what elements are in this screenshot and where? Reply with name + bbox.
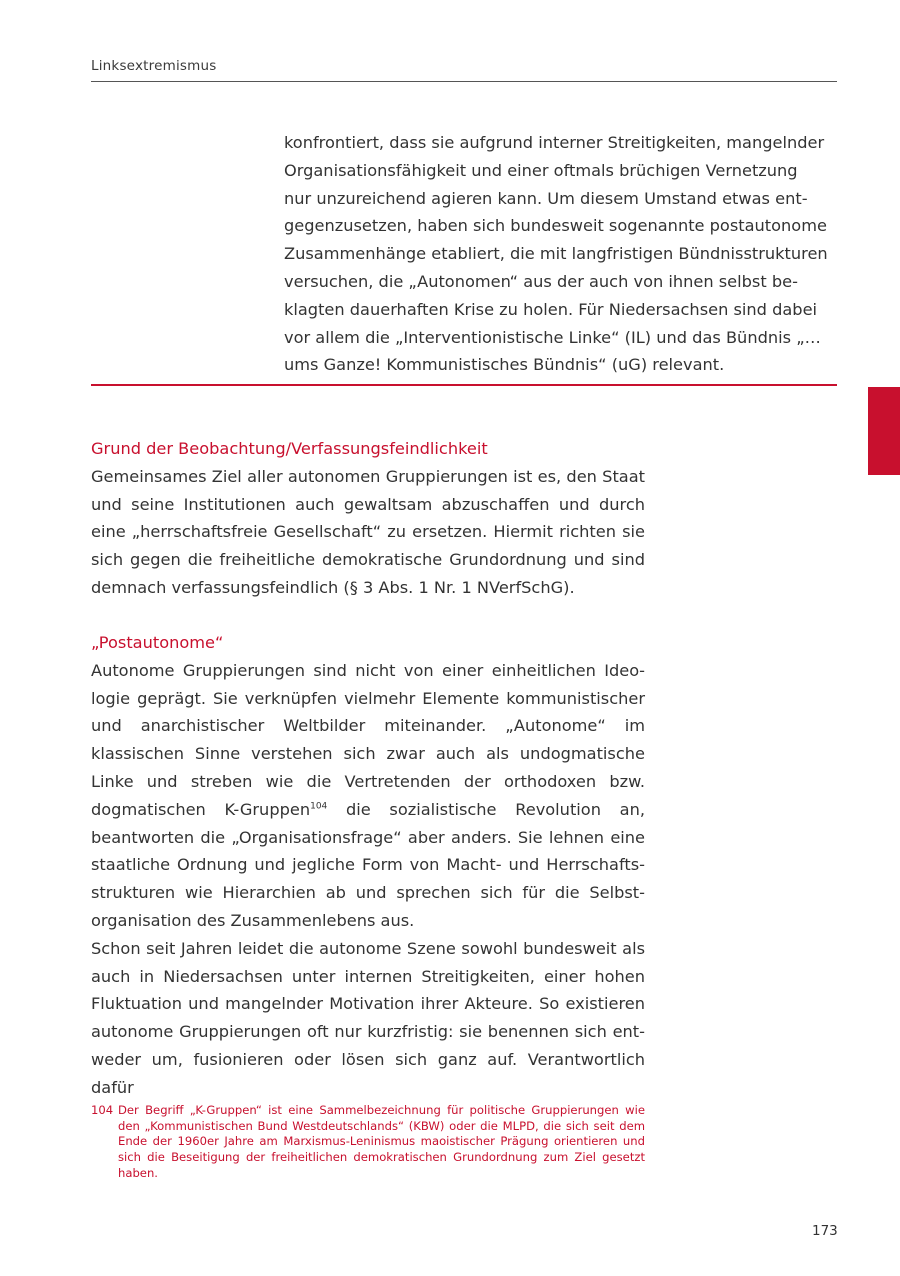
box-divider: [91, 384, 837, 386]
section-postautonome: [91, 629, 645, 1102]
box-line: Zusammenhänge etabliert, die mit langfristigen Bündnisstrukturen: [284, 244, 828, 264]
chapter-tab-marker: [868, 387, 900, 475]
box-line: Organisationsfähigkeit und einer oftmals brüchigen Vernetzung: [284, 160, 798, 180]
paragraph-text: Autonome Gruppierungen sind nicht von einer einheitlichen Ideologie geprägt. Sie verknüpfen vielmehr Elemente kommunistischer und anarchistischer Weltbilder miteinander. „Autonome“ im klassischen Sinne verstehen sich zwar auch als undogmatische Linke und streben wie die Vertretenden der orthodoxen bzw. dogmatischen K-Gruppen: [91, 660, 645, 819]
body-paragraph: Schon seit Jahren leidet die autonome Szene sowohl bundesweit als auch in Niedersachsen unter internen Streitigkeiten, einer hohen Fluktuation und mangelnder Motivation ihrer Akteure. So existieren autonome Gruppierungen oft nur kurzfristig: sie benennen sich entweder um, fusionieren oder lösen sich ganz auf. Verantwortlich dafür: [91, 938, 645, 1097]
box-line: klagten dauerhaften Krise zu holen. Für Niedersachsen sind dabei: [284, 299, 818, 319]
footnote-number: 104: [91, 1103, 114, 1117]
page-number: 173: [812, 1223, 838, 1239]
box-line: nur unzureichend agieren kann. Um diesem Umstand etwas ent-: [284, 188, 808, 208]
box-line: vor allem die „Interventionistische Linke“ (IL) und das Bündnis „…: [284, 327, 821, 347]
header-divider: [91, 81, 837, 82]
footnote-text: Der Begriff „K-Gruppen“ ist eine Sammelbezeichnung für politische Gruppierungen wie den „Kommunistischen Bund Westdeutschlands“ (KBW) oder die MLPD, die sich seit dem Ende der 1960er Jahre am Marxismus-Leninismus maoistischer Prägung orientieren und sich die Beseitigung der freiheitlichen demokratischen Grundordnung zum Ziel gesetzt haben.: [118, 1103, 645, 1180]
footnote: [91, 1103, 645, 1182]
box-line: gegenzusetzen, haben sich bundesweit sogenannte postautonome: [284, 216, 827, 236]
running-head: Linksextremismus: [91, 58, 217, 74]
section-verfassungsfeindlichkeit: [91, 435, 645, 602]
body-paragraph: [91, 657, 645, 935]
footnote-reference[interactable]: 104: [310, 801, 328, 812]
box-line: konfrontiert, dass sie aufgrund interner Streitigkeiten, mangelnder: [284, 133, 825, 152]
paragraph-text: die sozialistische Revolution an, beantworten die „Organisationsfrage“ aber anders. Sie lehnen eine staatliche Ordnung und jegliche Form von Macht- und Herrschaftsstrukturen wie Hierarchien ab und sprechen sich für die Selbstorganisation des Zusammenlebens aus.: [91, 799, 645, 930]
box-line: ums Ganze! Kommunistisches Bündnis“ (uG) relevant.: [284, 355, 725, 375]
continued-box-text: [284, 129, 837, 379]
section-heading: „Postautonome“: [91, 633, 224, 652]
box-line: versuchen, die „Autonomen“ aus der auch von ihnen selbst be-: [284, 271, 798, 291]
body-paragraph: Gemeinsames Ziel aller autonomen Gruppierungen ist es, den Staat und seine Institutionen auch gewaltsam abzuschaffen und durch eine „herrschaftsfreie Gesellschaft“ zu ersetzen. Hiermit richten sie sich gegen die freiheitliche demokratische Grundordnung und sind demnach verfassungsfeindlich (§ 3 Abs. 1 Nr. 1 NVerfSchG).: [91, 466, 645, 597]
section-heading: Grund der Beobachtung/Verfassungsfeindlichkeit: [91, 439, 488, 458]
